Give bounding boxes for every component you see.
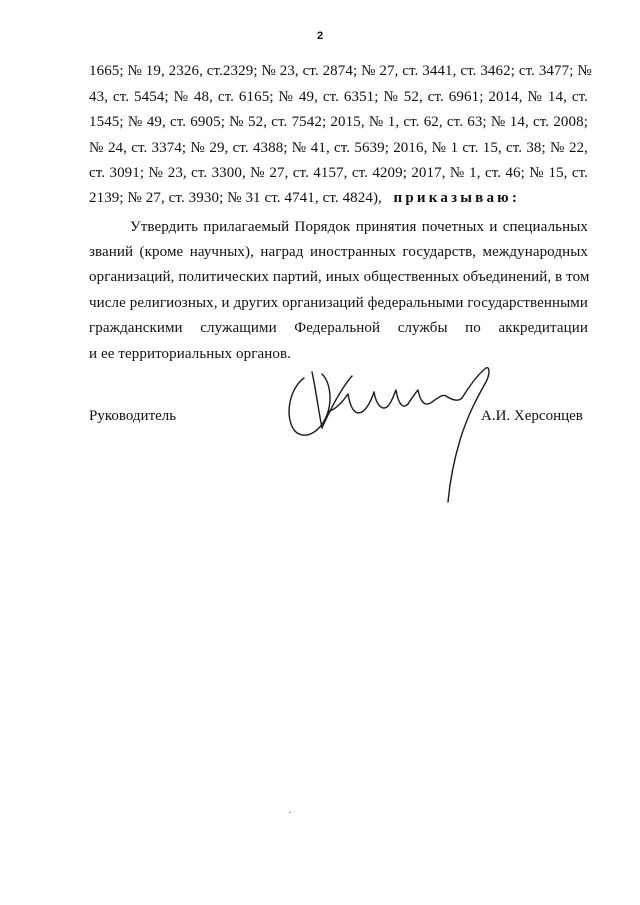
references-line-4: № 24, ст. 3374; № 29, ст. 4388; № 41, ст. 5639; 2016, № 1 ст. 15, ст. 38; № 22, [89,140,588,156]
signatory-title: Руководитель [89,408,177,424]
scan-speck [289,812,291,813]
references-last-line [89,189,588,207]
body-line-3: организаций, политических партий, иных общественных объединений, в том [89,269,590,285]
body-line-5: гражданскими служащими Федеральной службы по аккредитации [89,320,588,336]
body-line-4: числе религиозных, и других организаций федеральными государственными [89,295,588,311]
references-line-2: 43, ст. 5454; № 48, ст. 6165; № 49, ст. 6351; № 52, ст. 6961; 2014, № 14, ст. [89,89,588,105]
body-line-2: званий (кроме научных), наград иностранных государств, международных [89,244,588,260]
page-number: 2 [316,30,324,42]
handwritten-signature [282,360,502,510]
order-word: приказываю: [393,190,521,206]
signatory-name: А.И. Херсонцев [481,408,583,424]
references-line-5: ст. 3091; № 23, ст. 3300, № 27, ст. 4157, ст. 4209; 2017, № 1, ст. 46; № 15, ст. [89,165,588,181]
references-line-3: 1545; № 49, ст. 6905; № 52, ст. 7542; 2015, № 1, ст. 62, ст. 63; № 14, ст. 2008; [89,114,588,130]
body-line-1: Утвердить прилагаемый Порядок принятия почетных и специальных [130,219,588,235]
references-line-1: 1665; № 19, 2326, ст.2329; № 23, ст. 2874; № 27, ст. 3441, ст. 3462; ст. 3477; № [89,63,592,79]
references-last-text: 2139; № 27, ст. 3930; № 31 ст. 4741, ст. 4824), [89,190,382,206]
body-last-line: и ее территориальных органов. [89,346,292,362]
